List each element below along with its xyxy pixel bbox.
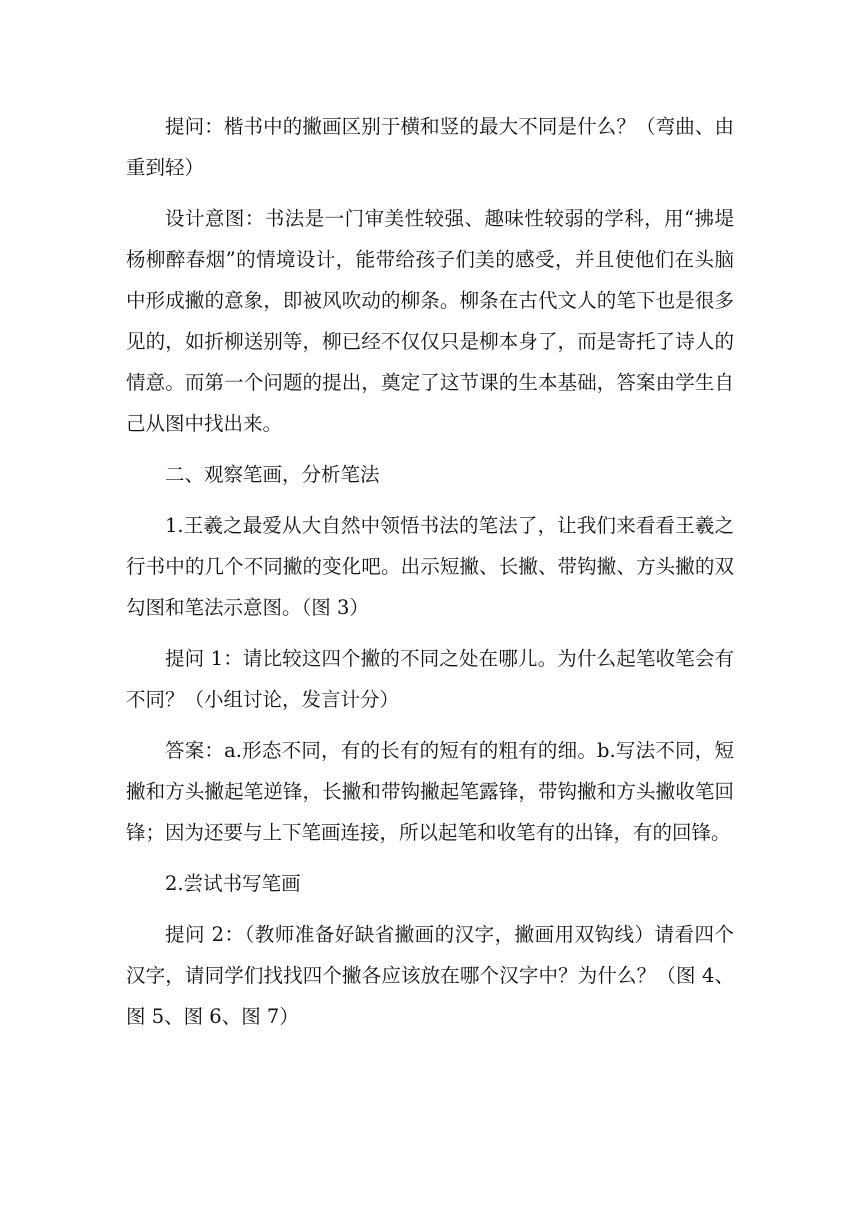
- paragraph-item-1: 1.王羲之最爱从大自然中领悟书法的笔法了，让我们来看看王羲之行书中的几个不同撇的变化吧。出示短撇、长撇、带钩撇、方头撇的双勾图和笔法示意图。（图 3）: [126, 514, 734, 619]
- section-heading-observe-strokes: 二、观察笔画，分析笔法: [165, 463, 380, 486]
- paragraph-answer: 答案：a.形态不同，有的长有的短有的粗有的细。b.写法不同，短撇和方头撇起笔逆锋，长撇和带钩撇起笔露锋，带钩撇和方头撇收笔回锋；因为还要与上下笔画连接，所以起笔和收笔有的出锋，有的回锋。: [126, 739, 734, 844]
- paragraph-design-intent: 设计意图：书法是一门审美性较强、趣味性较弱的学科，用“拂堤杨柳醉春烟”的情境设计，能带给孩子们美的感受，并且使他们在头脑中形成撇的意象，即被风吹动的柳条。柳条在古代文人的笔下也是很多见的，如折柳送别等，柳已经不仅仅只是柳本身了，而是寄托了诗人的情意。而第一个问题的提出，奠定了这节课的生本基础，答案由学生自己从图中找出来。: [126, 207, 734, 435]
- paragraph-item-2: 2.尝试书写笔画: [165, 872, 301, 895]
- paragraph-question-stroke: 提问：楷书中的撇画区别于横和竖的最大不同是什么？（弯曲、由重到轻）: [126, 115, 734, 179]
- paragraph-question-1: 提问 1：请比较这四个撇的不同之处在哪儿。为什么起笔收笔会有不同？（小组讨论，发言计分）: [126, 647, 734, 711]
- paragraph-question-2: 提问 2：（教师准备好缺省撇画的汉字，撇画用双钩线）请看四个汉字，请同学们找找四个撇各应该放在哪个汉字中？为什么？（图 4、图 5、图 6、图 7）: [126, 923, 734, 1028]
